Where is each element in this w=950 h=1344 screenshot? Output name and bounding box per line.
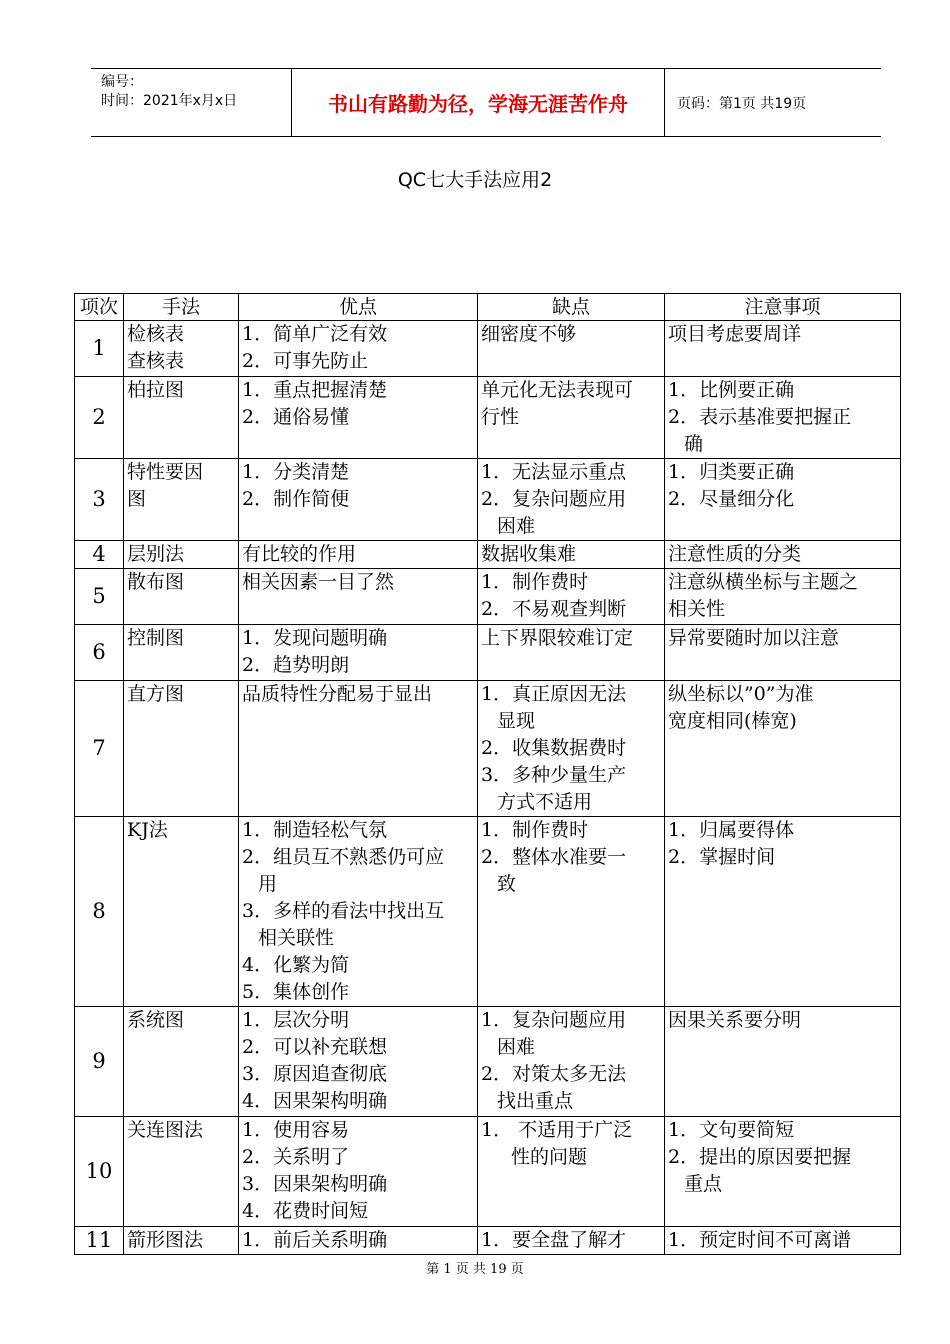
item-number-cell: 8 (75, 817, 124, 1007)
pros-cell (239, 817, 478, 1007)
item-number-cell: 4 (75, 541, 124, 569)
cell-line: 2．可以补充联想 (242, 1036, 388, 1058)
cell-line: 2．掌握时间 (668, 846, 776, 868)
cell-line: 2．尽量细分化 (668, 488, 795, 510)
cell-line: 1．重点把握清楚 (242, 379, 388, 401)
cell-line: 重点 (684, 1173, 723, 1195)
cons-cell (478, 459, 665, 541)
method-cell (124, 681, 239, 817)
cell-line: 1．制作费时 (481, 819, 589, 841)
pros-cell (239, 1227, 478, 1255)
cell-line: 2．通俗易懂 (242, 406, 350, 428)
cell-line: 1．前后关系明确 (242, 1229, 388, 1251)
cell-line: 确 (684, 433, 704, 455)
notes-cell (665, 1227, 901, 1255)
cell-line: 注意性质的分类 (668, 543, 802, 565)
table-row (75, 1117, 901, 1227)
cell-line: 1．分类清楚 (242, 461, 350, 483)
cons-cell (478, 1117, 665, 1227)
table-row (75, 1007, 901, 1117)
cell-line: 因果关系要分明 (668, 1009, 802, 1031)
cons-cell (478, 377, 665, 459)
cons-cell (478, 817, 665, 1007)
item-number-cell: 9 (75, 1007, 124, 1117)
cell-line: 1．真正原因无法 (481, 683, 627, 705)
cell-line: 2．对策太多无法 (481, 1063, 627, 1085)
pros-cell (239, 1117, 478, 1227)
method-cell (124, 541, 239, 569)
method-cell (124, 1227, 239, 1255)
method-cell (124, 377, 239, 459)
pros-cell (239, 625, 478, 681)
pros-cell (239, 377, 478, 459)
cell-line: 2．趋势明朗 (242, 654, 350, 676)
cell-line: 关连图法 (127, 1119, 204, 1141)
header-motto: 书山有路勤为径，学海无涯苦作舟 (291, 69, 665, 136)
item-number-cell: 5 (75, 569, 124, 625)
cons-cell (478, 1007, 665, 1117)
cell-line: 2．整体水准要一 (481, 846, 627, 868)
cell-line: 1．制造轻松气氛 (242, 819, 388, 841)
cell-line: 箭形图法 (127, 1229, 204, 1251)
cell-line: 1．预定时间不可离谱 (668, 1229, 852, 1251)
cell-line: 1．无法显示重点 (481, 461, 627, 483)
notes-cell (665, 459, 901, 541)
cell-line: 致 (497, 873, 517, 895)
column-header: 缺点 (478, 294, 665, 321)
cell-line: 细密度不够 (481, 323, 577, 345)
cons-cell (478, 625, 665, 681)
item-number-cell: 2 (75, 377, 124, 459)
cell-line: 查核表 (127, 350, 185, 372)
cell-line: 品质特性分配易于显出 (242, 683, 433, 705)
item-number-cell: 11 (75, 1227, 124, 1255)
table-row (75, 681, 901, 817)
cell-line: 方式不适用 (497, 791, 593, 813)
cell-line: 性的问题 (511, 1146, 588, 1168)
cell-line: 5．集体创作 (242, 981, 350, 1003)
cell-line: 1．归属要得体 (668, 819, 795, 841)
cons-cell (478, 569, 665, 625)
column-header: 项次 (75, 294, 124, 321)
cell-line: 2．不易观查判断 (481, 598, 627, 620)
cell-line: 相关因素一目了然 (242, 571, 395, 593)
cell-line: 3．多种少量生产 (481, 764, 627, 786)
table-row (75, 541, 901, 569)
cell-line: 困难 (497, 515, 536, 537)
cell-line: 显现 (497, 710, 536, 732)
cell-line: 2．表示基准要把握正 (668, 406, 852, 428)
document-title: QC七大手法应用2 (397, 169, 553, 191)
cell-line: 图 (127, 488, 147, 510)
cell-line: 有比较的作用 (242, 543, 357, 565)
cell-line: 困难 (497, 1036, 536, 1058)
cell-line: 2．关系明了 (242, 1146, 350, 1168)
cell-line: 1．要全盘了解才 (481, 1229, 627, 1251)
cell-line: 2．收集数据费时 (481, 737, 627, 759)
notes-cell (665, 541, 901, 569)
header-meta (91, 69, 291, 136)
cell-line: 单元化无法表现可 (481, 379, 634, 401)
table-row (75, 817, 901, 1007)
cell-line: 2．复杂问题应用 (481, 488, 627, 510)
item-number-cell: 7 (75, 681, 124, 817)
header-serial: 编号： (101, 74, 143, 90)
header-date: 时间：2021年x月x日 (101, 93, 238, 109)
cell-line: 2．可事先防止 (242, 350, 369, 372)
cell-line: 异常要随时加以注意 (668, 627, 840, 649)
cell-line: 上下界限较难订定 (481, 627, 634, 649)
pros-cell (239, 541, 478, 569)
method-cell (124, 569, 239, 625)
cell-line: KJ法 (127, 819, 168, 841)
notes-cell (665, 681, 901, 817)
notes-cell (665, 377, 901, 459)
cell-line: 3．原因追查彻底 (242, 1063, 388, 1085)
cell-line: 2．组员互不熟悉仍可应 (242, 846, 445, 868)
cell-line: 1．使用容易 (242, 1119, 350, 1141)
cell-line: 2．制作简便 (242, 488, 350, 510)
item-number-cell: 1 (75, 321, 124, 377)
cell-line: 数据收集难 (481, 543, 577, 565)
cell-line: 控制图 (127, 627, 185, 649)
cell-line: 行性 (481, 406, 520, 428)
cell-line: 柏拉图 (127, 379, 185, 401)
cell-line: 系统图 (127, 1009, 185, 1031)
method-cell (124, 459, 239, 541)
table-row (75, 1227, 901, 1255)
column-header: 优点 (239, 294, 478, 321)
notes-cell (665, 817, 901, 1007)
page-footer: 第 1 页 共 19 页 (426, 1262, 524, 1277)
cell-line: 层别法 (127, 543, 185, 565)
column-header: 手法 (124, 294, 239, 321)
item-number-cell: 3 (75, 459, 124, 541)
cell-line: 1．复杂问题应用 (481, 1009, 627, 1031)
cell-line: 4．花费时间短 (242, 1200, 369, 1222)
method-cell (124, 817, 239, 1007)
cell-line: 1． 不适用于广泛 (481, 1119, 633, 1141)
cell-line: 1．简单广泛有效 (242, 323, 388, 345)
qc-methods-table (74, 293, 901, 1255)
notes-cell (665, 1007, 901, 1117)
cell-line: 1．层次分明 (242, 1009, 350, 1031)
cell-line: 找出重点 (497, 1090, 574, 1112)
cons-cell (478, 541, 665, 569)
method-cell (124, 321, 239, 377)
cons-cell (478, 681, 665, 817)
method-cell (124, 625, 239, 681)
cell-line: 检核表 (127, 323, 185, 345)
cell-line: 4．因果架构明确 (242, 1090, 388, 1112)
table-body (75, 321, 901, 1255)
pros-cell (239, 681, 478, 817)
table-row (75, 569, 901, 625)
cell-line: 4．化繁为简 (242, 954, 350, 976)
cell-line: 1．比例要正确 (668, 379, 795, 401)
cell-line: 纵坐标以”0”为准 (668, 683, 814, 705)
cell-line: 3．因果架构明确 (242, 1173, 388, 1195)
page-header (91, 68, 881, 137)
cell-line: 项目考虑要周详 (668, 323, 802, 345)
cell-line: 相关联性 (258, 927, 335, 949)
header-page-info: 页码：第1页 共19页 (677, 95, 807, 112)
notes-cell (665, 1117, 901, 1227)
pros-cell (239, 321, 478, 377)
cell-line: 1．文句要简短 (668, 1119, 795, 1141)
cell-line: 相关性 (668, 598, 726, 620)
method-cell (124, 1007, 239, 1117)
item-number-cell: 10 (75, 1117, 124, 1227)
table-row (75, 459, 901, 541)
cell-line: 1．制作费时 (481, 571, 589, 593)
cell-line: 1．发现问题明确 (242, 627, 388, 649)
table-header-row (75, 294, 901, 321)
cell-line: 直方图 (127, 683, 185, 705)
table-row (75, 625, 901, 681)
notes-cell (665, 321, 901, 377)
pros-cell (239, 459, 478, 541)
notes-cell (665, 569, 901, 625)
pros-cell (239, 569, 478, 625)
cell-line: 2．提出的原因要把握 (668, 1146, 852, 1168)
column-header: 注意事项 (665, 294, 901, 321)
cell-line: 散布图 (127, 571, 185, 593)
cons-cell (478, 1227, 665, 1255)
item-number-cell: 6 (75, 625, 124, 681)
cell-line: 3．多样的看法中找出互 (242, 900, 445, 922)
cons-cell (478, 321, 665, 377)
cell-line: 注意纵横坐标与主题之 (668, 571, 859, 593)
table-row (75, 321, 901, 377)
cell-line: 1．归类要正确 (668, 461, 795, 483)
cell-line: 用 (258, 873, 278, 895)
cell-line: 宽度相同(棒宽) (668, 710, 797, 732)
notes-cell (665, 625, 901, 681)
table-row (75, 377, 901, 459)
method-cell (124, 1117, 239, 1227)
pros-cell (239, 1007, 478, 1117)
cell-line: 特性要因 (127, 461, 204, 483)
